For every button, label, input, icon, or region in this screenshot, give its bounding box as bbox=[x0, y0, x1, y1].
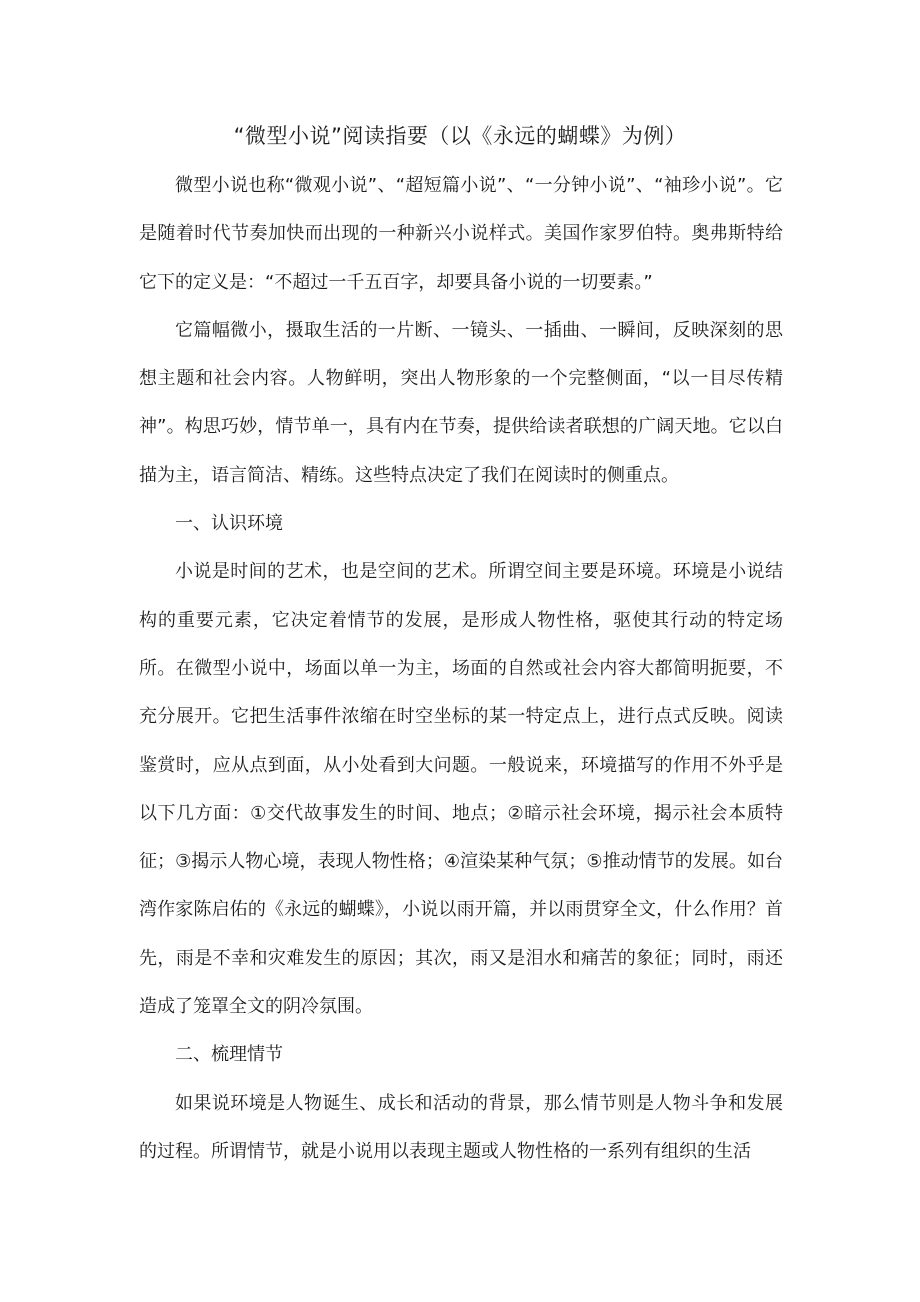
paragraph-features: 它篇幅微小，摄取生活的一片断、一镜头、一插曲、一瞬间，反映深刻的思想主题和社会内容。人物鲜明，突出人物形象的一个完整侧面，“以一目尽传精神”。构思巧妙，情节单一，具有内在节奏，提供给读者联想的广阔天地。它以白描为主，语言简洁、精练。这些特点决定了我们在阅读时的侧重点。 bbox=[139, 319, 783, 486]
section-heading-plot: 二、梳理情节 bbox=[175, 1044, 283, 1066]
paragraph-plot: 如果说环境是人物诞生、成长和活动的背景，那么情节则是人物斗争和发展的过程。所谓情节，就是小说用以表现主题或人物性格的一系列有组织的生活 bbox=[139, 1092, 783, 1162]
paragraph-environment: 小说是时间的艺术，也是空间的艺术。所谓空间主要是环境。环境是小说结构的重要元素，它决定着情节的发展，是形成人物性格，驱使其行动的特定场所。在微型小说中，场面以单一为主，场面的自然或社会内容大都简明扼要，不充分展开。它把生活事件浓缩在时空坐标的某一特定点上，进行点式反映。阅读鉴赏时，应从点到面，从小处看到大问题。一般说来，环境描写的作用不外乎是以下几方面：①交代故事发生的时间、地点；②暗示社会环境，揭示社会本质特征；③揭示人物心境，表现人物性格；④渲染某种气氛；⑤推动情节的发展。如台湾作家陈启佑的《永远的蝴蝶》，小说以雨开篇，并以雨贯穿全文，什么作用？首先，雨是不幸和灾难发生的原因；其次，雨又是泪水和痛苦的象征；同时，雨还造成了笼罩全文的阴冷氛围。 bbox=[139, 561, 783, 1018]
document-title: “微型小说”阅读指要（以《永远的蝴蝶》为例） bbox=[233, 124, 687, 148]
paragraph-definition: 微型小说也称“微观小说”、“超短篇小说”、“一分钟小说”、“袖珍小说”。它是随着时代节奏加快而出现的一种新兴小说样式。美国作家罗伯特。奥弗斯特给它下的定义是：“不超过一千五百字，却要具备小说的一切要素。” bbox=[139, 175, 783, 293]
section-heading-environment: 一、认识环境 bbox=[175, 513, 283, 535]
document-body bbox=[139, 162, 783, 1176]
